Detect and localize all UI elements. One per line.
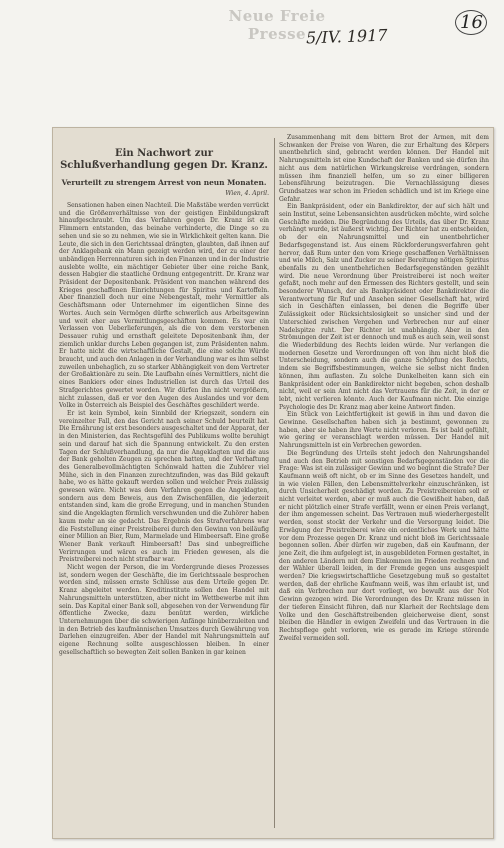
newspaper-clipping: [52, 127, 494, 839]
article-subhead: Verurteilt zu strengem Arrest von neun Monaten.: [61, 178, 267, 187]
paragraph: Ein Stück von Leichtfertigkeit ist gewiß in ihm und davon die Gewinne. Gesellschaften haben sich ja bestimmt, gewonnen zu haben, aber sie haben ihre Werte nicht verloren. Es ist bald gefühlt, wie gering er veranschlagt werden müssen. Der Handel mit Nahrungsmitteln ist ein Verbrechen geworden.: [279, 411, 489, 450]
newspaper-stamp: Neue Freie Presse: [228, 7, 326, 43]
right-column: [279, 134, 489, 832]
article-dateline: Wien, 4. April.: [225, 190, 269, 197]
paragraph: Sensationen haben einen Nachteil. Die Maßstäbe werden verrückt und die Größenverhältnisse von der geistigen Einbildungskraft hinaufgeschraubt. Um das Verfahren gegen Dr. Kranz ist ein Flimmern entstanden, das beinahe verhinderte, die Dinge so zu sehen und sie so zu nehmen, wie sie in Wirklichkeit gelten kann. Die Leute, die sich in den Gerichtssaal drängten, glaubten, daß ihnen auf der Anklagebank ein Mann gezeigt werden wird, der zu einer der unbändigen Herrennaturen sich in den Finanzen und in der Industrie auslebte wollte, ein mächtiger Gebieter über eine reiche Bank, dessen Habgier die staatliche Ordnung entgegentritt. Dr. Kranz war Präsident der Depositenbank. Präsident von manchen während des Krieges geschaffenen Einrichtungen für Spiritus und Kartoffeln. Aber finanziell doch nur eine Nebengestalt, mehr Vermittler als Geschäftsmann oder Unternehmer im eigentlichen Sinne des Wortes. Auch sein Vermögen dürfte schwerlich aus Arbeitsgewinn und weit eher aus Vermittlungsgeschäften kommen. Es war ein Verlassen von Ueberlieferungen, als die von dem verstorbenen Dessauer ruhig und ernsthaft geleitete Depositenbank ihm, der ziemlich unklar durchs Leben gegangen ist, zum Präsidenten nahm. Er hatte nicht die wirtschaftliche Gestalt, die eine solche Würde braucht, und auch den Anlagen in der Verhandlung war es ihm selbst zuweilen unbehaglich, zu so starker Abhängigkeit von dem Vertreter der Großaktionäre zu sein. Die Laufbahn eines Vermittlers, nicht die eines Bankiers oder eines Industriellen ist durch das Urteil des Strafgerichtes gewertet worden. Wir dürfen ihn nicht vergrößern, nicht zulassen, daß er vor den Augen des Auslandes und vor dem Volke in Österreich als Beispiel des Geschäftes geschildert werde.: [59, 202, 269, 410]
handwritten-date: 5/IV. 1917: [305, 25, 388, 48]
paragraph: Nicht wegen der Person, die im Vordergrunde dieses Prozesses ist, sondern wegen der Geschäfte, die im Gerichtssaale besprochen worden sind, müssen ernste Schlüsse aus dem Urteile gegen Dr. Kranz abgeleitet werden. Kreditinstitute sollen den Handel mit Nahrungsmitteln unterstützen, aber nicht im Wettbewerbe mit ihm sein. Das Kapital einer Bank soll, abgesehen von der Verwendung für öffentliche Zwecke, dazu benützt werden, wirkliche Unternehmungen über die schwierigen Anfänge hinüberzuleiten und in den Betrieb des kaufmännischen Umsatzes durch Gewährung von Darlehen einzugreifen. Aber der Handel mit Nahrungsmitteln auf eigene Rechnung sollte ausgeschlossen bleiben. In einer gesellschaftlich so bewegten Zeit sollen Banken in gar keinen: [59, 564, 269, 656]
paragraph: Zusammenhang mit dem bittern Brot der Armen, mit dem Schwanken der Preise von Waren, die zur Erhaltung des Körpers unentbehrlich sind, gebracht werden können. Der Handel mit Nahrungsmitteln ist eine Kundschaft der Banken und sie dürfen ihn nicht aus dem natürlichen Wirkungskreise verdrängen, sondern müssen ihm finanziell helfen, um so zu einer billigeren Lebensführung beizutragen. Die Vernachlässigung dieses Grundsatzes war schon im Frieden schädlich und ist im Kriege eine Gefahr.: [279, 134, 489, 203]
column-divider: [274, 138, 275, 828]
paragraph: Er ist kein Symbol, kein Sinnbild der Kriegszeit, sondern ein vereinzelter Fall, den das Gericht nach seiner Schuld beurteilt hat. Die Ernährung ist erst besonders ausgeschaltet und der Apparat, der in den Ministerien, das Rechtsgefühl des Publikums wollte beruhigt sein und darauf hat sich die Spannung entwickelt. Zu den ersten Tagen der Schlußverhandlung, da nur die Angeklagten und die aus der Bank geholten Zeugen zu sprechen hatten, und der Verhaftung des Generalbevollmächtigten Schönwald hatten die Zuhörer viel Mühe, sich in den Finanzen zurechtzufinden, was das Bild gekauft habe, wo es hätte gekauft werden sollen und welcher Preis zulässig gewesen wäre. Nicht was dem Verfahren gegen die Angeklagten, sondern aus dem Beweis, aus den Zwischenfällen, die jederzeit entstanden sind, kam die große Erregung, und in manchen Stunden sind die Angeklagten förmlich verschwunden und die Zuhörer haben kaum mehr an sie gedacht. Das Ergebnis des Strafverfahrens war die Feststellung einer Preistreiberei durch den Gewinn von beiläufig einer Million an Bier, Rum, Marmelade und Himbeersaft. Eine große Wiener Bank verkauft Himbeersaft! Das sind unbegreifliche Verirrungen und wären es auch im Frieden gewesen, als die Preistreiberei noch nicht strafbar war.: [59, 409, 269, 564]
article-headline: Ein Nachwort zur Schlußverhandlung gegen Dr. Kranz.: [60, 148, 268, 171]
paragraph: Die Begründung des Urteils steht jedoch den Nahrungshandel und auch den Betrieb mit sonstigen Bedarfsgegenständen vor die Frage: Was ist ein zulässiger Gewinn und wo beginnt die Strafe? Der Kaufmann weiß oft nicht, ob er im Sinne des Gesetzes handelt, und in wie vielen Fällen, den Lebensmittelverkehr einzuschränken, ist durch Unsicherheit geschädigt worden. Zu Preistreibereien soll er nicht verleitet werden, aber er muß auch die Gewißheit haben, daß er nicht plötzlich einer Strafe verfällt, wenn er einen Preis verlangt, der ihm angemessen scheint. Das Vertrauen muß wiederhergestellt werden, sonst stockt der Verkehr und die Versorgung leidet. Die Erwägung der Preistreiberei wäre ein ordentliches Werk und hätte vor dem Prozesse gegen Dr. Kranz und nicht bloß im Gerichtssaale begonnen sollen. Aber dürfen wir zugeben, daß ein Kaufmann, der jene Zeit, die ihm aufgelegt ist, in ausgebildeten Formen gestaltet, in den anderen Ländern mit dem Einkommen im Frieden rechnen und der Wähler überall leiden, in der Fremde gegen uns ausgespielt werden? Die kriegswirtschaftliche Gesetzgebung muß so gestaltet werden, daß der ehrliche Kaufmann weiß, was ihm erlaubt ist, und daß ein Verbrechen nur dort vorliegt, wo bewußt aus der Not Gewinn gezogen wird. Die Verordnungen des Dr. Kranz müssen in der tieferen Einsicht führen, daß nur Klarheit der Rechtslage dem Volke und den Geschäftstreibenden gleicherweise dient, sonst bleiben die Händler in ewigen Zweifeln und das Vertrauen in die Rechtspflege geht verloren, wie es gerade im Kriege störende Zweifel vermeiden soll.: [279, 449, 489, 642]
archive-number: 16: [460, 12, 483, 33]
left-column: [59, 134, 269, 832]
paragraph: Ein Bankpräsident, oder ein Bankdirektor, der auf sich hält und sein Institut, seine Lebensansichten ausdrücken möchte, wird solche Geschäfte meiden. Die Begründung des Urteils, das über Dr. Kranz verhängt wurde, ist äußerst wichtig. Der Richter hat zu entscheiden, ob der ein Nahrungsmittel und ein unentbehrlicher Bedarfsgegenstand ist. Aus einem Rückforderungsverfahren geht hervor, daß Rum unter den vom Kriege geschaffenen Verhältnissen und wie Milch, Salz und Zucker zu seiner Bereitung nötigen Spiritus ebenfalls zu den unentbehrlichen Bedarfsgegenständen gezählt wird. Die neue Verordnung über Preistreiberei ist noch weiter gefaßt, noch mehr auf den Ermessen des Richters gestellt, und sein besonderer Wunsch, der als Bankpräsident oder Bankdirektor die Verantwortung für Ruf und Ansehen seiner Gesellschaft hat, wird sich in Geschäften einlassen, bei denen die Begriffe über Zulässigkeit oder Rücksichtslosigkeit so unsicher sind und der Unterschied zwischen Vergehen und Verbrechen nur auf einer Nadelspitze ruht. Der Richter ist unabhängig. Aber in den Strömungen der Zeit ist er dennoch und muß es auch sein, weil sonst die Wiederbildung des Rechts leiden würde. Nur verlangen die modernen Gesetze und Verordnungen oft von ihm nicht bloß die Unterscheidung, sondern auch die ganze Schöpfung des Rechts, indem sie Begriffsbestimmungen, welche sie selbst nicht finden können, ihm auflasten. Zu solche Dunkelheiten kann sich ein Bankpräsident oder ein Bankdirektor nicht begeben, schon deshalb nicht, weil er sein Amt nicht das Vertrauens für die Zeit, in der er lebt, nicht verlieren könnte. Auch der Kaufmann nicht. Die einzige Psychologie des Dr. Kranz mag aber keine Antwort finden.: [279, 203, 489, 411]
